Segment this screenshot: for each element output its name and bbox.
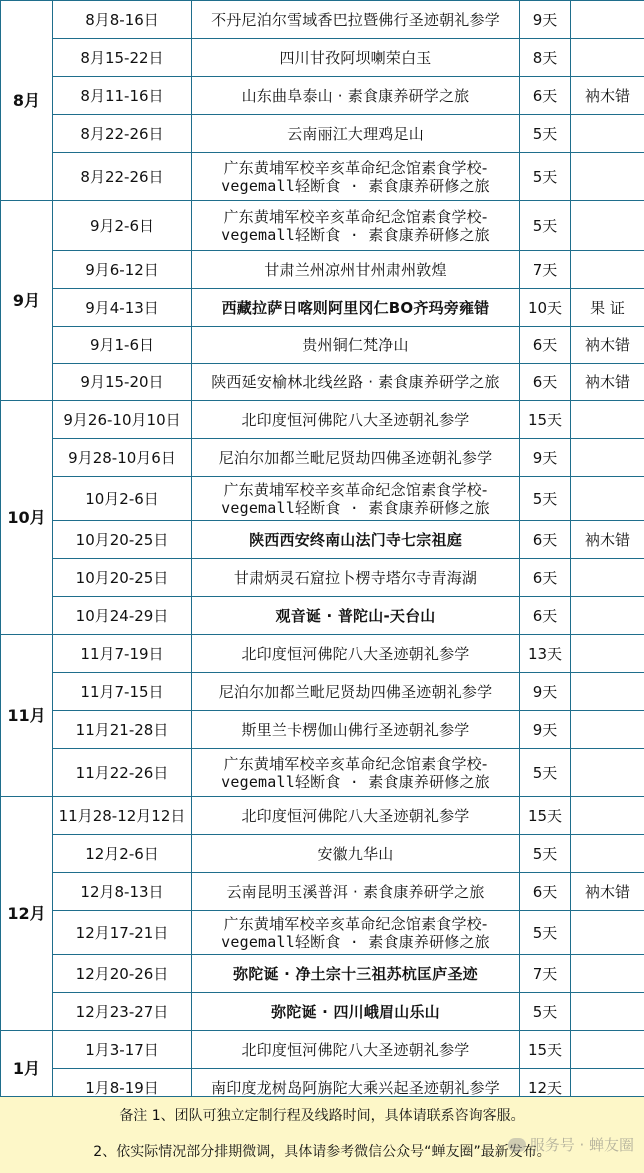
route-cell: 尼泊尔加都兰毗尼贤劫四佛圣迹朝礼参学 bbox=[192, 439, 520, 477]
days-cell: 5天 bbox=[520, 911, 571, 955]
month-cell: 1月 bbox=[1, 1031, 53, 1107]
date-cell: 11月7-19日 bbox=[53, 635, 192, 673]
route-cell: 西藏拉萨日喀则阿里冈仁BO齐玛旁雍错 bbox=[192, 289, 520, 327]
days-cell: 6天 bbox=[520, 873, 571, 911]
days-cell: 15天 bbox=[520, 797, 571, 835]
month-cell: 9月 bbox=[1, 201, 53, 401]
route-cell: 安徽九华山 bbox=[192, 835, 520, 873]
note-cell bbox=[571, 39, 644, 77]
route-cell: 弥陀诞 · 净土宗十三祖苏杭匡庐圣迹 bbox=[192, 955, 520, 993]
date-cell: 1月8-19日 bbox=[53, 1069, 192, 1107]
table-row bbox=[1, 797, 644, 835]
date-cell: 12月2-6日 bbox=[53, 835, 192, 873]
route-cell bbox=[192, 153, 520, 201]
table-row bbox=[1, 153, 644, 201]
date-cell: 8月8-16日 bbox=[53, 1, 192, 39]
date-cell: 11月28-12月12日 bbox=[53, 797, 192, 835]
route-cell: 北印度恒河佛陀八大圣迹朝礼参学 bbox=[192, 401, 520, 439]
date-cell: 12月8-13日 bbox=[53, 873, 192, 911]
route-cell: 云南昆明玉溪普洱 · 素食康养研学之旅 bbox=[192, 873, 520, 911]
route-cell: 贵州铜仁梵净山 bbox=[192, 327, 520, 364]
note-cell bbox=[571, 635, 644, 673]
date-cell: 12月20-26日 bbox=[53, 955, 192, 993]
date-cell: 9月15-20日 bbox=[53, 364, 192, 401]
route-cell: 四川甘孜阿坝喇荣白玉 bbox=[192, 39, 520, 77]
date-cell: 10月2-6日 bbox=[53, 477, 192, 521]
days-cell: 5天 bbox=[520, 201, 571, 251]
days-cell: 6天 bbox=[520, 559, 571, 597]
table-row bbox=[1, 911, 644, 955]
date-cell: 8月11-16日 bbox=[53, 77, 192, 115]
date-cell: 9月26-10月10日 bbox=[53, 401, 192, 439]
route-line-1: 广东黄埔军校辛亥革命纪念馆素食学校- bbox=[223, 207, 488, 226]
note-cell bbox=[571, 911, 644, 955]
note-cell: 衲木错 bbox=[571, 873, 644, 911]
watermark-text: 服务号 · 蝉友圈 bbox=[529, 1136, 634, 1154]
days-cell: 9天 bbox=[520, 439, 571, 477]
route-cell: 观音诞 · 普陀山-天台山 bbox=[192, 597, 520, 635]
route-line-2: vegemall轻断食 · 素食康养研修之旅 bbox=[221, 225, 490, 244]
note-cell bbox=[571, 251, 644, 289]
table-row bbox=[1, 201, 644, 251]
days-cell: 7天 bbox=[520, 955, 571, 993]
days-cell: 5天 bbox=[520, 749, 571, 797]
schedule-body bbox=[1, 1, 644, 1107]
note-cell bbox=[571, 993, 644, 1031]
table-row bbox=[1, 289, 644, 327]
days-cell: 15天 bbox=[520, 401, 571, 439]
table-row bbox=[1, 673, 644, 711]
route-cell: 斯里兰卡楞伽山佛行圣迹朝礼参学 bbox=[192, 711, 520, 749]
table-row bbox=[1, 873, 644, 911]
table-row bbox=[1, 835, 644, 873]
note-cell: 衲木错 bbox=[571, 521, 644, 559]
note-cell: 衲木错 bbox=[571, 327, 644, 364]
date-cell: 9月2-6日 bbox=[53, 201, 192, 251]
note-cell bbox=[571, 559, 644, 597]
note-cell bbox=[571, 835, 644, 873]
table-row bbox=[1, 364, 644, 401]
date-cell: 9月4-13日 bbox=[53, 289, 192, 327]
note-cell bbox=[571, 439, 644, 477]
date-cell: 8月15-22日 bbox=[53, 39, 192, 77]
month-cell: 12月 bbox=[1, 797, 53, 1031]
note-cell bbox=[571, 401, 644, 439]
route-cell: 北印度恒河佛陀八大圣迹朝礼参学 bbox=[192, 635, 520, 673]
date-cell: 10月20-25日 bbox=[53, 559, 192, 597]
route-cell: 云南丽江大理鸡足山 bbox=[192, 115, 520, 153]
days-cell: 6天 bbox=[520, 597, 571, 635]
route-cell: 北印度恒河佛陀八大圣迹朝礼参学 bbox=[192, 797, 520, 835]
route-cell bbox=[192, 477, 520, 521]
note-cell bbox=[571, 1, 644, 39]
date-cell: 1月3-17日 bbox=[53, 1031, 192, 1069]
note-cell bbox=[571, 477, 644, 521]
note-cell: 果 证 bbox=[571, 289, 644, 327]
note-cell bbox=[571, 673, 644, 711]
route-line-1: 广东黄埔军校辛亥革命纪念馆素食学校- bbox=[223, 158, 488, 177]
date-cell: 9月1-6日 bbox=[53, 327, 192, 364]
table-row bbox=[1, 1031, 644, 1069]
days-cell: 6天 bbox=[520, 364, 571, 401]
days-cell: 5天 bbox=[520, 993, 571, 1031]
days-cell: 8天 bbox=[520, 39, 571, 77]
days-cell: 9天 bbox=[520, 1, 571, 39]
route-cell: 北印度恒河佛陀八大圣迹朝礼参学 bbox=[192, 1031, 520, 1069]
note-cell bbox=[571, 597, 644, 635]
table-row bbox=[1, 77, 644, 115]
note-cell bbox=[571, 711, 644, 749]
table-row bbox=[1, 597, 644, 635]
route-cell bbox=[192, 749, 520, 797]
days-cell: 6天 bbox=[520, 327, 571, 364]
date-cell: 12月17-21日 bbox=[53, 911, 192, 955]
days-cell: 7天 bbox=[520, 251, 571, 289]
days-cell: 13天 bbox=[520, 635, 571, 673]
table-row bbox=[1, 521, 644, 559]
note-line-1: 备注 1、团队可独立定制行程及线路时间，具体请联系咨询客服。 bbox=[119, 1108, 525, 1124]
note-cell: 衲木错 bbox=[571, 364, 644, 401]
date-cell: 11月7-15日 bbox=[53, 673, 192, 711]
days-cell: 6天 bbox=[520, 521, 571, 559]
table-row bbox=[1, 477, 644, 521]
table-row bbox=[1, 711, 644, 749]
table-row bbox=[1, 401, 644, 439]
table-row bbox=[1, 955, 644, 993]
date-cell: 11月21-28日 bbox=[53, 711, 192, 749]
date-cell: 9月28-10月6日 bbox=[53, 439, 192, 477]
wechat-icon bbox=[508, 1138, 526, 1152]
date-cell: 10月24-29日 bbox=[53, 597, 192, 635]
date-cell: 8月22-26日 bbox=[53, 153, 192, 201]
table-row bbox=[1, 635, 644, 673]
route-line-1: 广东黄埔军校辛亥革命纪念馆素食学校- bbox=[223, 754, 488, 773]
table-row bbox=[1, 251, 644, 289]
route-cell: 山东曲阜泰山 · 素食康养研学之旅 bbox=[192, 77, 520, 115]
table-row bbox=[1, 327, 644, 364]
route-cell: 不丹尼泊尔雪域香巴拉暨佛行圣迹朝礼参学 bbox=[192, 1, 520, 39]
month-cell: 11月 bbox=[1, 635, 53, 797]
days-cell: 15天 bbox=[520, 1031, 571, 1069]
days-cell: 5天 bbox=[520, 477, 571, 521]
table-row bbox=[1, 1, 644, 39]
route-cell bbox=[192, 201, 520, 251]
days-cell: 5天 bbox=[520, 153, 571, 201]
days-cell: 10天 bbox=[520, 289, 571, 327]
table-row bbox=[1, 115, 644, 153]
route-cell: 尼泊尔加都兰毗尼贤劫四佛圣迹朝礼参学 bbox=[192, 673, 520, 711]
route-line-2: vegemall轻断食 · 素食康养研修之旅 bbox=[221, 932, 490, 951]
month-cell: 8月 bbox=[1, 1, 53, 201]
note-cell bbox=[571, 955, 644, 993]
route-cell: 陕西西安终南山法门寺七宗祖庭 bbox=[192, 521, 520, 559]
watermark bbox=[508, 1134, 634, 1155]
route-cell: 甘肃兰州凉州甘州肃州敦煌 bbox=[192, 251, 520, 289]
days-cell: 9天 bbox=[520, 673, 571, 711]
route-cell bbox=[192, 911, 520, 955]
date-cell: 9月6-12日 bbox=[53, 251, 192, 289]
table-row bbox=[1, 749, 644, 797]
note-cell bbox=[571, 1031, 644, 1069]
route-line-2: vegemall轻断食 · 素食康养研修之旅 bbox=[221, 498, 490, 517]
note-cell: 衲木错 bbox=[571, 77, 644, 115]
days-cell: 6天 bbox=[520, 77, 571, 115]
date-cell: 10月20-25日 bbox=[53, 521, 192, 559]
date-cell: 12月23-27日 bbox=[53, 993, 192, 1031]
route-line-2: vegemall轻断食 · 素食康养研修之旅 bbox=[221, 772, 490, 791]
days-cell: 5天 bbox=[520, 115, 571, 153]
month-cell: 10月 bbox=[1, 401, 53, 635]
note-cell bbox=[571, 115, 644, 153]
days-cell: 9天 bbox=[520, 711, 571, 749]
days-cell: 12天 bbox=[520, 1069, 571, 1107]
note-cell bbox=[571, 201, 644, 251]
route-cell: 陕西延安榆林北线丝路 · 素食康养研学之旅 bbox=[192, 364, 520, 401]
note-cell bbox=[571, 153, 644, 201]
route-line-1: 广东黄埔军校辛亥革命纪念馆素食学校- bbox=[223, 480, 488, 499]
note-cell bbox=[571, 749, 644, 797]
date-cell: 8月22-26日 bbox=[53, 115, 192, 153]
table-row bbox=[1, 439, 644, 477]
route-cell: 南印度龙树岛阿旃陀大乘兴起圣迹朝礼参学 bbox=[192, 1069, 520, 1107]
route-cell: 弥陀诞 · 四川峨眉山乐山 bbox=[192, 993, 520, 1031]
table-row bbox=[1, 39, 644, 77]
route-line-2: vegemall轻断食 · 素食康养研修之旅 bbox=[221, 176, 490, 195]
route-line-1: 广东黄埔军校辛亥革命纪念馆素食学校- bbox=[223, 914, 488, 933]
days-cell: 5天 bbox=[520, 835, 571, 873]
note-line-2: 2、依实际情况部分排期微调，具体请参考微信公众号“蝉友圈”最新发布。 bbox=[93, 1144, 551, 1160]
table-row bbox=[1, 993, 644, 1031]
date-cell: 11月22-26日 bbox=[53, 749, 192, 797]
note-cell bbox=[571, 797, 644, 835]
table-row bbox=[1, 559, 644, 597]
route-cell: 甘肃炳灵石窟拉卜楞寺塔尔寺青海湖 bbox=[192, 559, 520, 597]
